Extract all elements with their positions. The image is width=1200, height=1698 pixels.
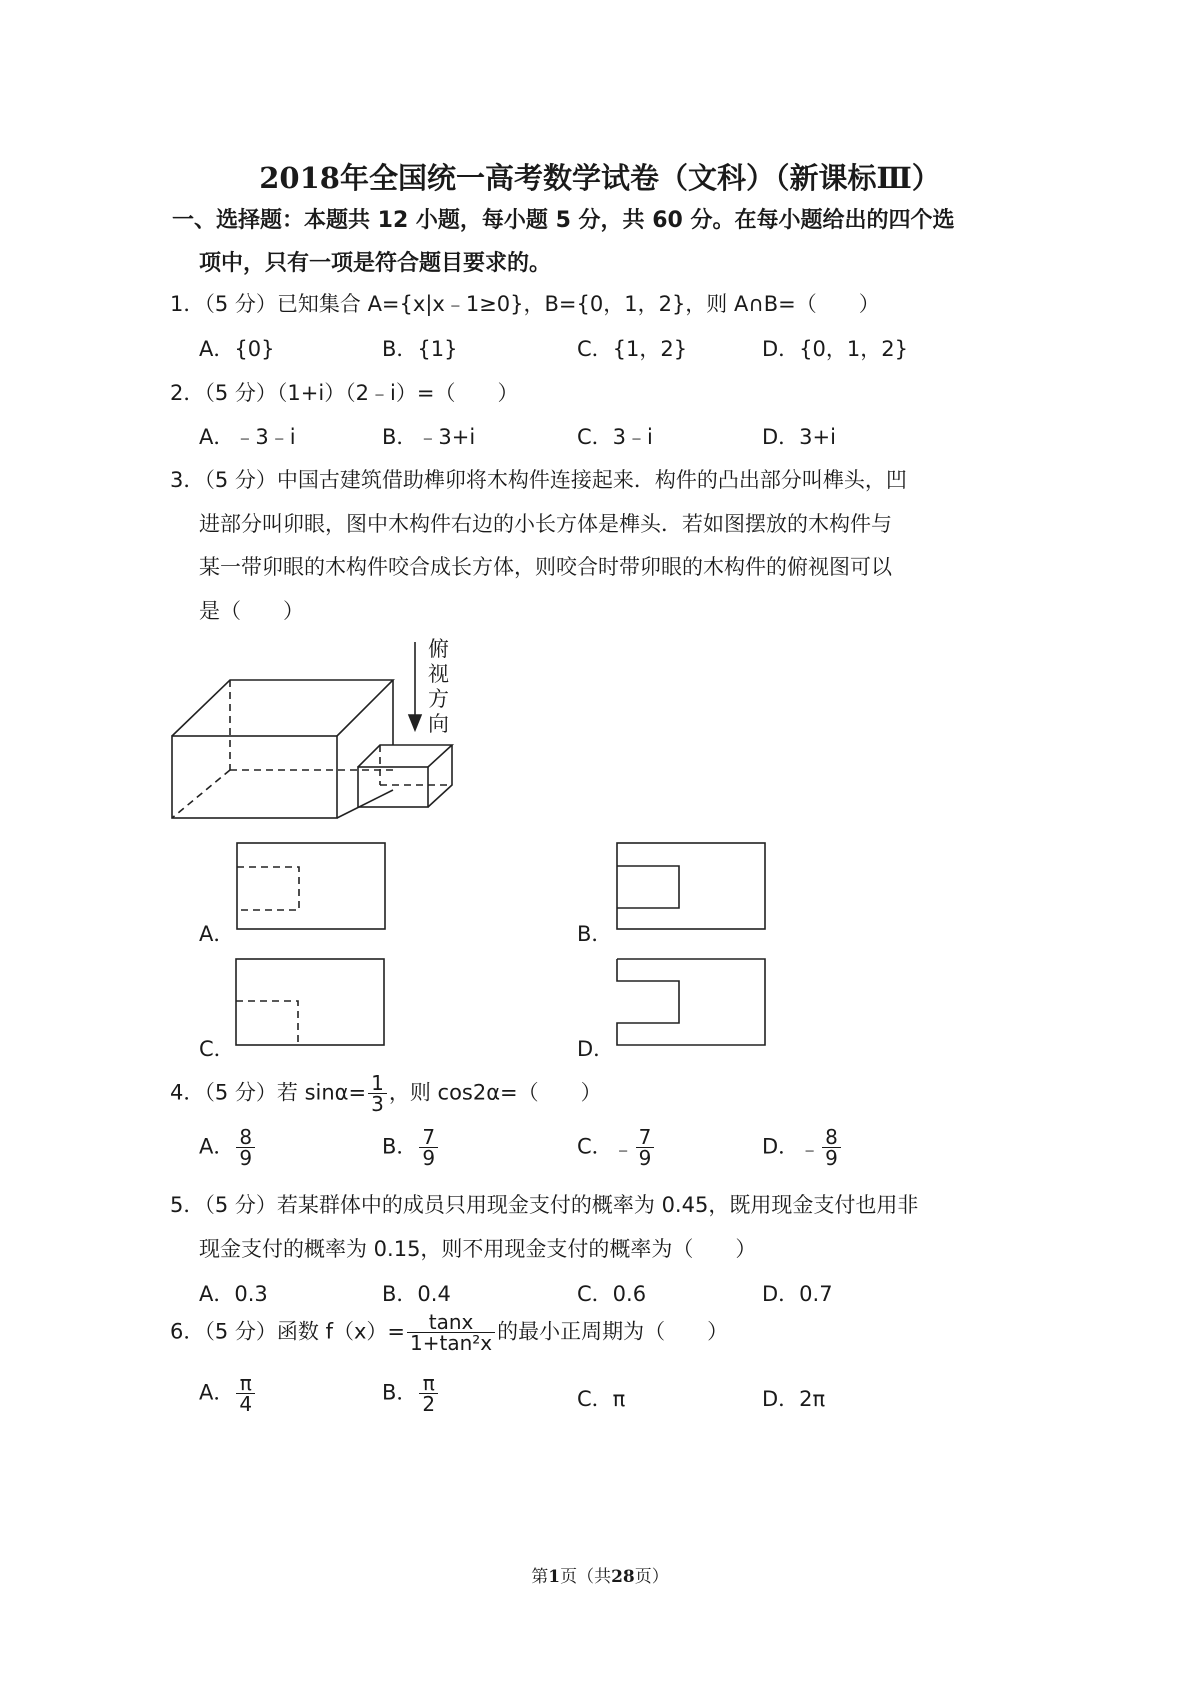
wooden-component-figure [165,630,465,825]
page-footer [0,1562,1200,1587]
q5-option-b: B．0.4 [382,1282,451,1306]
q5-option-c: C．0.6 [577,1282,647,1306]
q4-option-d-label: D． [762,1134,800,1159]
question-3-line3: 某一带卯眼的木构件咬合成长方体，则咬合时带卯眼的木构件的俯视图可以 [199,555,892,579]
q4-option-d-den: 9 [825,1146,838,1170]
q4-option-c-sign: ﹣ [612,1136,634,1161]
q6-option-a [199,1373,257,1414]
q4-option-d-num: 8 [822,1127,841,1148]
q4-option-a [199,1127,257,1168]
q6-option-a-den: 4 [239,1392,253,1416]
q4-fraction [368,1073,387,1114]
q3-option-a-label: A． [199,922,235,946]
q2-option-d: D．3+i [762,425,836,449]
question-6-text [170,1312,728,1353]
q4-option-b-label: B． [382,1134,418,1159]
page-title: 2018年全国统一高考数学试卷（文科）（新课标Ⅲ） [259,161,941,195]
q6-option-d: D．2π [762,1387,826,1411]
question-3-line1: 3．（5 分）中国古建筑借助榫卯将木构件连接起来．构件的凸出部分叫榫头，凹 [170,468,907,492]
q4-option-c-num: 7 [636,1127,655,1148]
q4-option-b-den: 9 [422,1146,436,1170]
q4-option-a-den: 9 [239,1146,253,1170]
q1-option-d: D．{0，1，2} [762,337,908,361]
q3-option-d-figure [615,956,767,1048]
q3-option-c-label: C． [199,1037,235,1061]
q4-option-c-den: 9 [638,1146,652,1170]
q4-option-c-label: C． [577,1134,613,1159]
q6-option-a-num: π [236,1373,255,1394]
q4-option-c [577,1127,656,1168]
q6-option-c: C．π [577,1387,626,1411]
q5-option-d: D．0.7 [762,1282,833,1306]
q4-prefix: 4．（5 分）若 sinα= [170,1080,367,1105]
q4-option-d-sign: ﹣ [799,1136,821,1161]
q4-frac-num: 1 [368,1073,387,1094]
q4-option-d [762,1127,843,1168]
section-heading-line1: 一、选择题：本题共 12 小题，每小题 5 分，共 60 分。在每小题给出的四个选 [172,208,955,233]
footer-total-pages: 28 [611,1567,635,1587]
footer-post: 页） [634,1567,669,1587]
q5-option-a: A．0.3 [199,1282,268,1306]
q6-frac-num: tanx [407,1312,495,1333]
q3-option-c-figure [234,956,386,1048]
q3-option-b-label: B． [577,922,613,946]
q3-option-a-figure [235,840,387,932]
q6-option-b-num: π [419,1373,438,1394]
q1-option-b: B．{1} [382,337,458,361]
q2-option-b: B．﹣3+i [382,425,476,449]
q6-prefix: 6．（5 分）函数 f（x）= [170,1319,405,1344]
q6-frac-den: 1+tan²x [410,1331,493,1355]
question-5-line1: 5．（5 分）若某群体中的成员只用现金支付的概率为 0.45，既用现金支付也用非 [170,1193,919,1217]
q6-option-b [382,1373,440,1414]
q1-option-a: A．{0} [199,337,275,361]
q2-option-c: C．3﹣i [577,425,653,449]
footer-page-number: 1 [548,1567,561,1587]
q4-option-b-num: 7 [419,1127,438,1148]
q3-option-d-label: D． [577,1037,615,1061]
q4-option-a-num: 8 [236,1127,255,1148]
q6-option-b-den: 2 [422,1392,436,1416]
question-3-line2: 进部分叫卯眼，图中木构件右边的小长方体是榫头．若如图摆放的木构件与 [199,512,892,536]
q4-suffix: ，则 cos2α=（ ） [388,1080,602,1105]
q4-option-a-label: A． [199,1134,235,1159]
q2-option-a: A．﹣3﹣i [199,425,296,449]
footer-pre: 第 [531,1567,549,1587]
question-1-text: 1．（5 分）已知集合 A={x|x﹣1≥0}，B={0，1，2}，则 A∩B=（ ） [170,292,880,316]
q6-fraction [407,1312,495,1353]
question-5-line2: 现金支付的概率为 0.15，则不用现金支付的概率为（ ） [199,1237,757,1261]
q4-frac-den: 3 [371,1092,384,1116]
q1-option-c: C．{1，2} [577,337,688,361]
q6-suffix: 的最小正周期为（ ） [497,1319,729,1344]
footer-mid: 页（共 [560,1567,612,1587]
section-heading-line2: 项中，只有一项是符合题目要求的。 [199,251,552,276]
view-direction-label: 俯视方向 [428,637,449,736]
q6-option-a-label: A． [199,1380,235,1405]
question-2-text: 2．（5 分）（1+i）（2﹣i）=（ ） [170,381,519,405]
q3-option-b-figure [615,840,767,932]
question-3-line4: 是（ ） [199,599,304,623]
question-4-text [170,1073,602,1114]
q4-option-b [382,1127,440,1168]
q6-option-b-label: B． [382,1380,418,1405]
